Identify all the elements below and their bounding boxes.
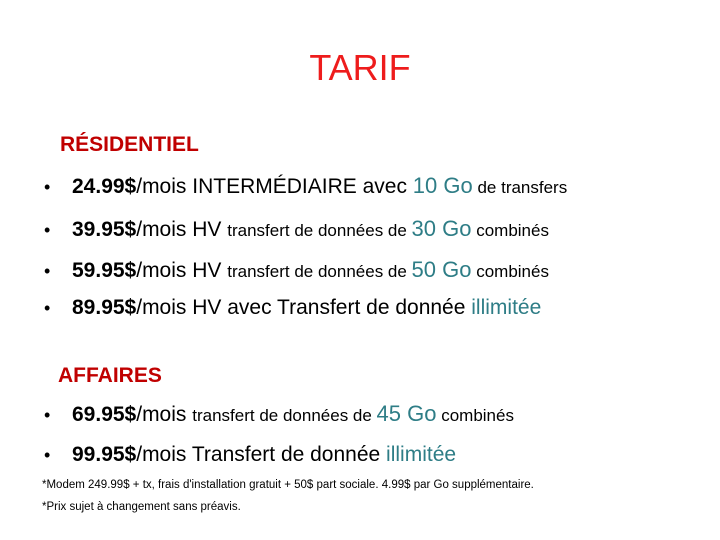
business-heading: AFFAIRES: [58, 364, 162, 387]
item-text: /mois INTERMÉDIAIRE avec: [136, 175, 413, 198]
bullet-icon: •: [44, 177, 51, 197]
bullet-icon: •: [44, 261, 51, 281]
item-highlight: 50 Go: [411, 257, 472, 282]
item-text-small: transfert de données de: [227, 262, 412, 281]
item-price: 39.95$: [72, 218, 137, 241]
list-item: [44, 442, 456, 468]
list-item: [44, 401, 514, 427]
item-text: /mois HV: [136, 218, 228, 241]
item-price: 59.95$: [72, 259, 137, 282]
item-text: /mois Transfert de donnée: [136, 443, 387, 466]
list-item: [44, 257, 549, 283]
item-highlight: illimitée: [386, 443, 457, 466]
item-price: 99.95$: [72, 443, 137, 466]
item-highlight: 45 Go: [376, 401, 437, 426]
list-item: [44, 173, 567, 199]
list-item: [44, 216, 549, 242]
item-text-end: de transfers: [472, 178, 568, 197]
item-text-end: combinés: [436, 406, 514, 425]
item-price: 24.99$: [72, 175, 137, 198]
list-item: [44, 295, 541, 321]
bullet-icon: •: [44, 405, 51, 425]
item-text: /mois: [136, 403, 193, 426]
residential-heading: RÉSIDENTIEL: [60, 133, 199, 156]
footnote: *Modem 249.99$ + tx, frais d'installation gratuit + 50$ part sociale. 4.99$ par Go supplémentaire.: [42, 479, 534, 491]
bullet-icon: •: [44, 445, 51, 465]
page-title: TARIF: [309, 47, 411, 88]
item-highlight: illimitée: [471, 296, 542, 319]
item-text: /mois HV avec Transfert de donnée: [136, 296, 472, 319]
item-text: /mois HV: [136, 259, 228, 282]
item-highlight: 30 Go: [411, 216, 472, 241]
item-highlight: 10 Go: [412, 173, 473, 198]
item-text-small: transfert de données de: [227, 221, 412, 240]
item-text-small: transfert de données de: [192, 406, 377, 425]
bullet-icon: •: [44, 220, 51, 240]
bullet-icon: •: [44, 298, 51, 318]
item-text-end: combinés: [471, 221, 549, 240]
item-price: 89.95$: [72, 296, 137, 319]
footnote: *Prix sujet à changement sans préavis.: [42, 501, 241, 513]
item-text-end: combinés: [471, 262, 549, 281]
item-price: 69.95$: [72, 403, 137, 426]
